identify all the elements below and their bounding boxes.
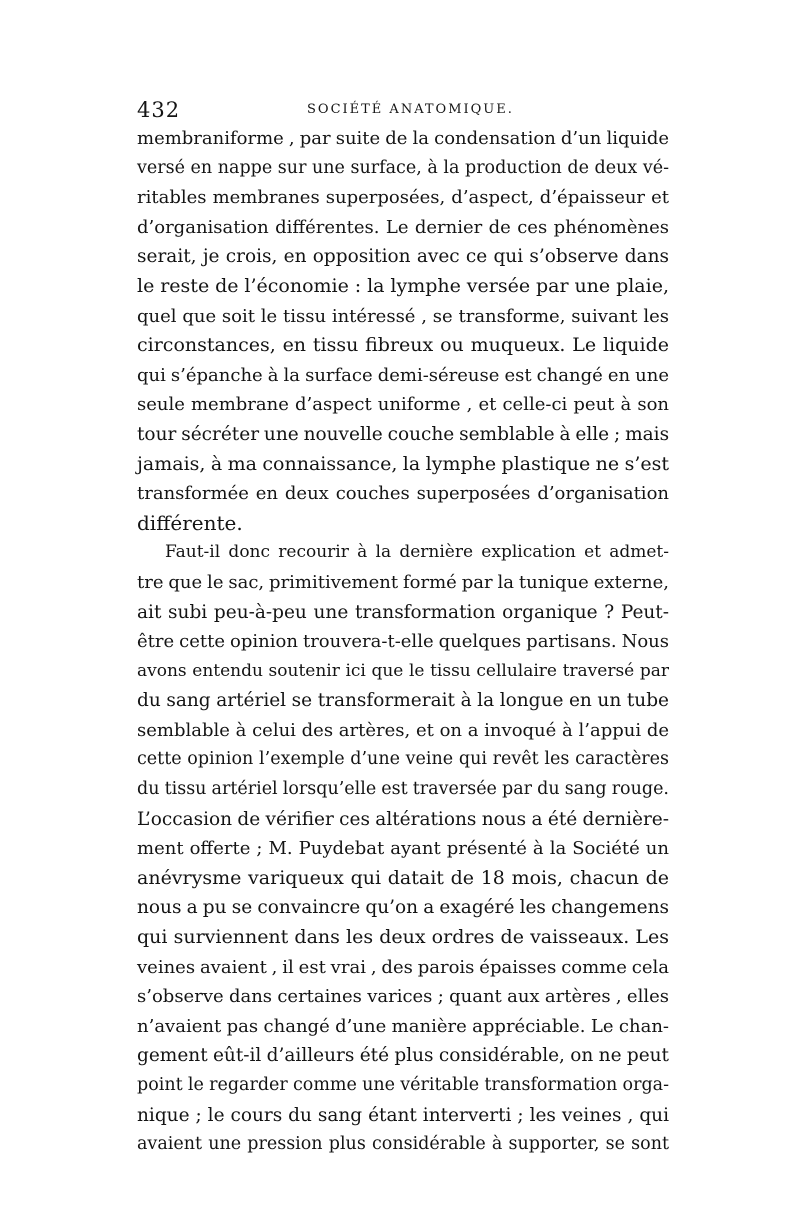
text-line: L’occasion de vérifier ces altérations nous a été dernière- xyxy=(137,808,669,830)
text-line: avons entendu soutenir ici que le tissu cellulaire traversé par xyxy=(137,660,669,681)
running-head: SOCIÉTÉ ANATOMIQUE. xyxy=(307,102,514,117)
text-line: tour sécréter une nouvelle couche semblable à elle ; mais xyxy=(137,423,670,445)
text-line: membraniforme , par suite de la condensation d’un liquide xyxy=(137,128,669,149)
text-line: du tissu artériel lorsqu’elle est traversée par du sang rouge. xyxy=(137,779,669,800)
text-line: ment offerte ; M. Puydebat ayant présenté à la Société un xyxy=(137,838,669,860)
text-line: différente. xyxy=(137,510,243,535)
text-line: quel que soit le tissu intéressé , se transforme, suivant les xyxy=(137,305,669,327)
text-line: circonstances, en tissu fibreux ou muqueux. Le liquide xyxy=(137,334,669,357)
body-text xyxy=(137,124,669,1160)
text-line: point le regarder comme une véritable transformation orga- xyxy=(137,1075,669,1095)
page-header xyxy=(137,98,669,122)
text-line: tre que le sac, primitivement formé par la tunique externe, xyxy=(137,571,669,593)
text-line: ritables membranes superposées, d’aspect, d’épaisseur et xyxy=(137,187,669,209)
text-line: versé en nappe sur une surface, à la production de deux vé- xyxy=(137,157,669,178)
text-line: s’observe dans certaines varices ; quant aux artères , elles xyxy=(137,986,669,1008)
paragraph-2 xyxy=(137,538,669,1159)
text-line: avaient une pression plus considérable à supporter, se sont xyxy=(137,1134,669,1155)
text-line: semblable à celui des artères, et on a invoqué à l’appui de xyxy=(137,719,669,741)
text-line: n’avaient pas changé d’une manière appréciable. Le chan- xyxy=(137,1015,669,1037)
text-line: du sang artériel se transformerait à la longue en un tube xyxy=(137,690,669,712)
text-line: le reste de l’économie : la lymphe versée par une plaie, xyxy=(137,274,669,297)
text-line: transformée en deux couches superposées d’organisation xyxy=(137,483,669,505)
text-line: jamais, à ma connaissance, la lymphe plastique ne s’est xyxy=(137,452,669,475)
text-line: nique ; le cours du sang étant interverti ; les veines , qui xyxy=(137,1104,669,1126)
text-line: nous a pu se convaincre qu’on a exagéré les changemens xyxy=(137,897,669,919)
text-line: qui s’épanche à la surface demi-séreuse est changé en une xyxy=(137,364,669,386)
text-line: être cette opinion trouvera-t-elle quelques partisans. Nous xyxy=(137,631,669,653)
text-line: ait subi peu-à-peu une transformation organique ? Peut- xyxy=(137,601,669,623)
text-line: qui surviennent dans les deux ordres de vaisseaux. Les xyxy=(137,926,669,949)
text-line: Faut-il donc recourir à la dernière explication et admet- xyxy=(165,542,669,563)
text-line: veines avaient , il est vrai , des parois épaisses comme cela xyxy=(137,956,669,978)
text-line: serait, je crois, en opposition avec ce qui s’observe dans xyxy=(137,246,669,268)
text-line: gement eût-il d’ailleurs été plus considérable, on ne peut xyxy=(137,1045,669,1067)
page-number: 432 xyxy=(137,98,181,122)
text-line: anévrysme variqueux qui datait de 18 mois, chacun de xyxy=(137,866,669,889)
text-line: seule membrane d’aspect uniforme , et celle-ci peut à son xyxy=(137,394,669,416)
text-line: d’organisation différentes. Le dernier de ces phénomènes xyxy=(137,216,669,238)
paragraph-1 xyxy=(137,124,669,538)
text-line: cette opinion l’exemple d’une veine qui revêt les caractères xyxy=(137,749,669,770)
